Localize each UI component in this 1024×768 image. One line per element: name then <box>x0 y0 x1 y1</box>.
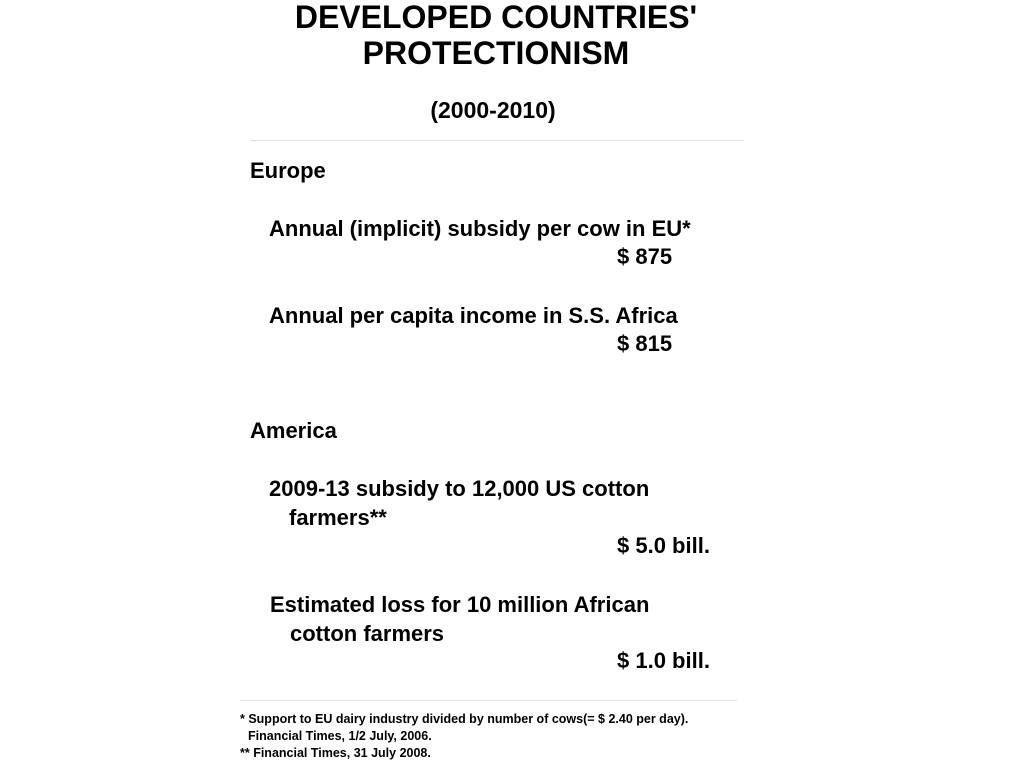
europe-item-2-label: Annual per capita income in S.S. Africa <box>269 303 678 328</box>
america-item-1-label <box>269 474 649 532</box>
top-divider <box>250 140 744 141</box>
footnote-1-source: Financial Times, 1/2 July, 2006. <box>248 729 432 743</box>
europe-item-1-label: Annual (implicit) subsidy per cow in EU* <box>269 216 691 241</box>
title-line-1: DEVELOPED COUNTRIES' <box>294 0 698 35</box>
america-item-2-label-line-1: Estimated loss for 10 million African <box>270 592 650 617</box>
footnote-1: * Support to EU dairy industry divided by number of cows(= $ 2.40 per day). <box>240 712 689 726</box>
america-item-2-label-line-2: cotton farmers <box>290 621 445 646</box>
title-period: (2000-2010) <box>430 97 556 123</box>
europe-item-1-value: $ 875 <box>617 244 673 269</box>
title-line-2: PROTECTIONISM <box>362 35 630 71</box>
europe-item-2-value: $ 815 <box>617 331 673 356</box>
section-heading-america: America <box>250 418 337 443</box>
footnote-2: ** Financial Times, 31 July 2008. <box>240 746 431 760</box>
america-item-1-label-line-1: 2009-13 subsidy to 12,000 US cotton <box>269 476 650 501</box>
america-item-1-label-line-2: farmers** <box>289 505 387 530</box>
footnotes <box>240 711 688 762</box>
america-item-2-value: $ 1.0 bill. <box>617 648 710 673</box>
bottom-divider <box>240 700 737 701</box>
america-item-2-label <box>270 590 649 648</box>
page-title <box>0 0 992 71</box>
section-heading-europe: Europe <box>250 158 326 183</box>
america-item-1-value: $ 5.0 bill. <box>617 533 710 558</box>
